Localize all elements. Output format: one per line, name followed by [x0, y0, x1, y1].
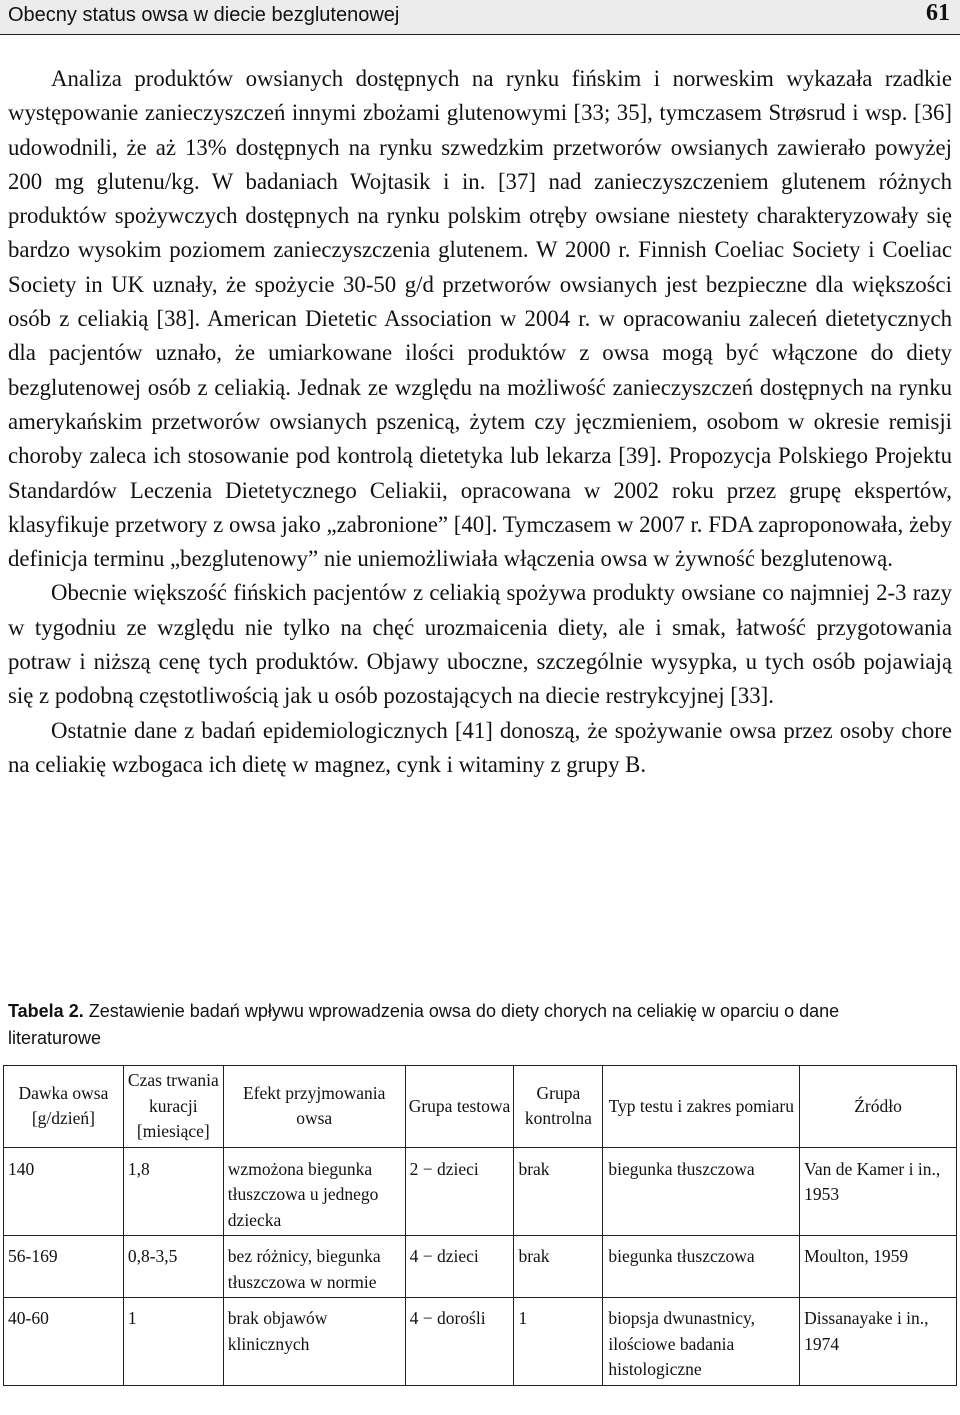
paragraph: Analiza produktów owsianych dostępnych na rynku fińskim i norweskim wykazała rzadkie występowanie zanieczyszczeń innymi zbożami glutenowymi [33; 35], tymczasem Strøsrud i wsp. [36] udowodnili, że aż 13% dostępnych na rynku szwedzkim przetworów owsianych zawierało powyżej 200 mg glutenu/kg. W badaniach Wojtasik i in. [37] nad zanieczyszczeniem glutenem różnych produktów spożywczych dostępnych na rynku polskim otręby owsiane niestety charakteryzowały się bardzo wysokim poziomem zanieczyszczenia glutenem. W 2000 r. Finnish Coeliac Society i Coeliac Society in UK uznały, że spożycie 30-50 g/d przetworów owsianych jest bezpieczne dla większości osób z celiakią [38]. American Dietetic Association w 2004 r. w opracowaniu zaleceń dietetycznych dla pacjentów uznało, że umiarkowane ilości produktów z owsa mogą być włączone do diety bezglutenowej osób z celiakią. Jednak ze względu na możliwość zanieczyszczeń dostępnych na rynku amerykańskim przetworów owsianych pszenicą, żytem czy jęczmieniem, osobom w okresie remisji choroby zaleca ich stosowanie pod kontrolą dietetyka lub lekarza [39]. Propozycja Polskiego Projektu Standardów Leczenia Dietetycznego Celiakii, opracowana w 2002 roku przez grupę ekspertów, klasyfikuje przetwory z owsa jako „zabronione” [40]. Tymczasem w 2007 r. FDA zaproponowała, żeby definicja terminu „bezglutenowy” nie uniemożliwiała włączenia owsa w żywność bezglutenową.	[8, 66, 952, 572]
table-cell: 2 − dzieci	[405, 1147, 514, 1236]
table-cell: biegunka tłuszczowa	[603, 1147, 800, 1236]
column-header: Grupa testowa	[405, 1066, 514, 1148]
table-cell: biopsja dwunastnicy, ilościowe badania histologiczne	[603, 1298, 800, 1386]
table-cell: 4 − dorośli	[405, 1298, 514, 1386]
body-text	[8, 62, 952, 782]
column-header: Czas trwania kuracji [miesiące]	[123, 1066, 223, 1148]
table-cell: 40-60	[4, 1298, 124, 1386]
table-row	[4, 1236, 957, 1298]
column-header: Źródło	[800, 1066, 957, 1148]
table-cell: bez różnicy, biegunka tłuszczowa w normie	[223, 1236, 405, 1298]
table-cell: Moulton, 1959	[800, 1236, 957, 1298]
table-cell: 56-169	[4, 1236, 124, 1298]
table-cell: 140	[4, 1147, 124, 1236]
table-cell: 0,8-3,5	[123, 1236, 223, 1298]
table-cell: 1	[123, 1298, 223, 1386]
table-cell: 1	[514, 1298, 603, 1386]
table-cell: 4 − dzieci	[405, 1236, 514, 1298]
table-row	[4, 1298, 957, 1386]
running-title: Obecny status owsa w diecie bezglutenowej	[8, 4, 400, 26]
table-cell: brak	[514, 1147, 603, 1236]
table-cell: Dissanayake i in., 1974	[800, 1298, 957, 1386]
table-header-row	[4, 1066, 957, 1148]
table-cell: wzmożona biegunka tłuszczowa u jednego dziecka	[223, 1147, 405, 1236]
table-row	[4, 1147, 957, 1236]
page-number: 61	[926, 0, 950, 26]
table-caption	[8, 998, 908, 1052]
column-header: Grupa kontrolna	[514, 1066, 603, 1148]
studies-table	[3, 1065, 957, 1386]
table-cell: Van de Kamer i in., 1953	[800, 1147, 957, 1236]
table-cell: biegunka tłuszczowa	[603, 1236, 800, 1298]
paragraph: Ostatnie dane z badań epidemiologicznych [41] donoszą, że spożywanie owsa przez osoby chore na celiakię wzbogaca ich dietę w magnez, cynk i witaminy z grupy B.	[8, 717, 952, 777]
table-cell: brak objawów klinicznych	[223, 1298, 405, 1386]
paragraph: Obecnie większość fińskich pacjentów z celiakią spożywa produkty owsiane co najmniej 2-3 razy w tygodniu ze względu nie tylko na chęć urozmaicenia diety, ale i smak, łatwość przygotowania potraw i niższą cenę tych produktów. Objawy uboczne, szczególnie wysypka, u tych osób pojawiają się z podobną częstotliwością jak u osób pozostających na diecie restrykcyjnej [33].	[8, 580, 952, 709]
running-header	[0, 0, 960, 35]
column-header: Typ testu i zakres pomiaru	[603, 1066, 800, 1148]
column-header: Efekt przyjmowania owsa	[223, 1066, 405, 1148]
table-cell: 1,8	[123, 1147, 223, 1236]
table-caption-text: Zestawienie badań wpływu wprowadzenia owsa do diety chorych na celiakię w oparciu o dane literaturowe	[8, 1001, 840, 1048]
column-header: Dawka owsa [g/dzień]	[4, 1066, 124, 1148]
table-cell: brak	[514, 1236, 603, 1298]
table-caption-label: Tabela 2.	[8, 1001, 84, 1021]
